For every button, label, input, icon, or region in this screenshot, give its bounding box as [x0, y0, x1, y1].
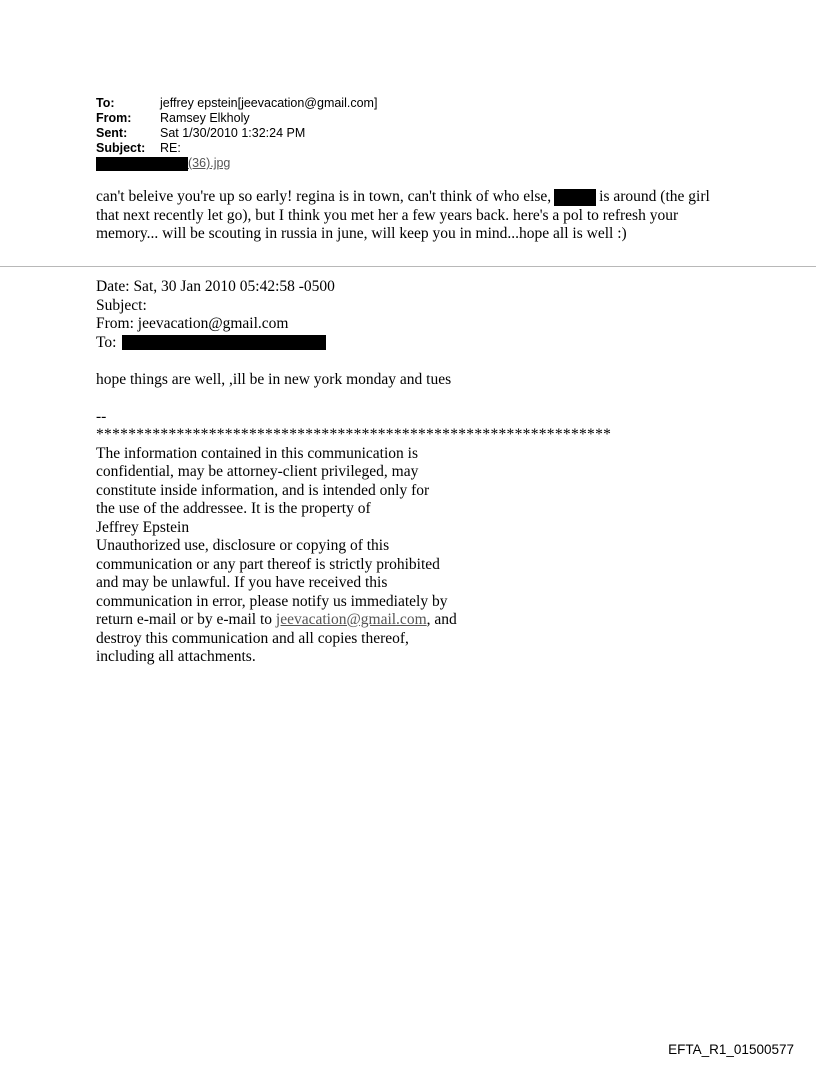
spacer	[96, 389, 656, 408]
sent-value: Sat 1/30/2010 1:32:24 PM	[160, 126, 306, 140]
to-label: To:	[96, 96, 115, 110]
quoted-to-label: To:	[96, 333, 117, 351]
notify-suffix: , and	[426, 611, 457, 628]
disclaimer-line: and may be unlawful. If you have received this	[96, 574, 388, 591]
reply-body	[96, 188, 736, 244]
subject-value: RE:	[160, 141, 181, 155]
disclaimer-line: Jeffrey Epstein	[96, 518, 190, 536]
disclaimer-line: communication or any part thereof is strictly prohibited	[96, 555, 440, 573]
quoted-subject: Subject:	[96, 296, 147, 314]
from-value: Ramsey Elkholy	[160, 111, 250, 125]
separator-line	[0, 266, 816, 267]
quoted-from: From: jeevacation@gmail.com	[96, 315, 289, 332]
disclaimer-line: destroy this communication and all copies thereof,	[96, 629, 409, 647]
redaction-block	[122, 335, 326, 350]
redaction-block	[96, 157, 188, 171]
reply-line1-end: is around (the girl	[599, 188, 710, 205]
disclaimer-line: Unauthorized use, disclosure or copying of this	[96, 537, 390, 554]
email-link[interactable]: jeevacation@gmail.com	[275, 611, 427, 628]
attachment-row	[96, 156, 377, 171]
signature-stars: ****************************************************************	[96, 426, 612, 443]
spacer	[96, 352, 656, 371]
disclaimer-line: including all attachments.	[96, 648, 256, 665]
to-row	[96, 96, 377, 111]
from-label: From:	[96, 111, 132, 125]
disclaimer-notify-line	[96, 611, 656, 630]
sent-label: Sent:	[96, 126, 128, 140]
notify-prefix: return e-mail or by e-mail to	[96, 611, 276, 628]
signature-dashes: --	[96, 407, 107, 425]
sent-row	[96, 126, 377, 141]
subject-row	[96, 141, 377, 156]
disclaimer-line: constitute inside information, and is intended only for	[96, 481, 430, 499]
email-header	[96, 96, 377, 171]
attachment-link[interactable]: (36).jpg	[188, 156, 231, 170]
reply-line1-start: can't beleive you're up so early! regina is in town, can't think of who else,	[96, 188, 552, 205]
quoted-message	[96, 278, 656, 667]
redaction-block	[554, 189, 596, 206]
document-id: EFTA_R1_01500577	[668, 1042, 794, 1057]
to-value: jeffrey epstein[jeevacation@gmail.com]	[160, 96, 378, 110]
disclaimer-line: confidential, may be attorney-client privileged, may	[96, 463, 419, 480]
reply-line2: that next recently let go), but I think you met her a few years back. here's a pol to refresh your	[96, 206, 679, 224]
quoted-body: hope things are well, ,ill be in new york monday and tues	[96, 370, 452, 388]
disclaimer-line: the use of the addressee. It is the property of	[96, 500, 371, 517]
quoted-date: Date: Sat, 30 Jan 2010 05:42:58 -0500	[96, 278, 335, 295]
subject-label: Subject:	[96, 141, 146, 155]
reply-line3: memory... will be scouting in russia in june, will keep you in mind...hope all is well :)	[96, 225, 627, 242]
reply-line	[96, 188, 736, 207]
from-row	[96, 111, 377, 126]
disclaimer-line: communication in error, please notify us immediately by	[96, 592, 448, 610]
disclaimer	[96, 445, 656, 667]
disclaimer-line: The information contained in this communication is	[96, 444, 418, 462]
quoted-to-row	[96, 334, 656, 353]
